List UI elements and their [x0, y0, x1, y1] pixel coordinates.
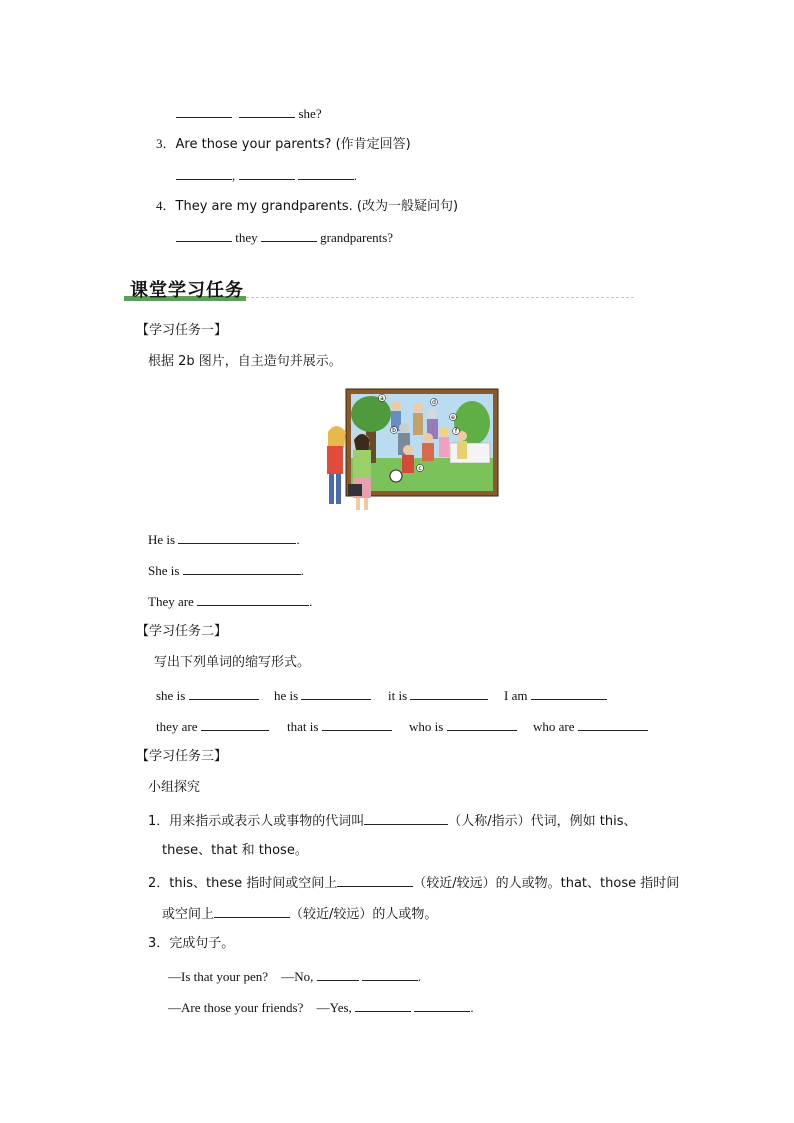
sentence-end: .: [309, 594, 313, 609]
task1-sentence-1: [148, 531, 300, 548]
task3-item-1-line2: these、that 和 those。: [162, 843, 308, 858]
answer-blank[interactable]: [447, 718, 517, 731]
picture-label-d: d: [432, 399, 436, 406]
item-text: （人称/指示）代词，例如 this、: [448, 814, 637, 829]
word-label: they are: [156, 719, 198, 734]
task3-item-2-line2: [162, 905, 437, 923]
answer-blank[interactable]: [261, 229, 317, 242]
answer-blank[interactable]: [197, 593, 309, 606]
answer-blank[interactable]: [317, 968, 359, 981]
word-item: [274, 687, 371, 704]
task1-instruction: 根据 2b 图片，自主造句并展示。: [148, 354, 342, 369]
dialog-end: .: [470, 1000, 474, 1015]
task1-heading: 【学习任务一】: [136, 323, 228, 338]
word-item: [287, 718, 392, 735]
answer-blank[interactable]: [531, 687, 607, 700]
answer-blank[interactable]: [414, 999, 470, 1012]
task1-sentence-3: [148, 593, 312, 610]
item-number: 2．: [148, 876, 170, 891]
item-text: （较近/较远）的人或物。: [290, 907, 438, 922]
word-item: [409, 718, 517, 735]
picture-label-a: a: [380, 395, 384, 402]
q2-answer-end: she?: [298, 106, 322, 121]
answer-blank[interactable]: [410, 687, 488, 700]
item-number: 1．: [148, 814, 170, 829]
word-item: [388, 687, 488, 704]
word-item: [533, 718, 648, 735]
sentence-start: He is: [148, 532, 176, 547]
word-label: who is: [409, 719, 444, 734]
task3-heading: 【学习任务三】: [136, 749, 228, 764]
word-label: I am: [504, 688, 528, 703]
item-text: 完成句子。: [169, 936, 235, 951]
answer-blank[interactable]: [298, 167, 354, 180]
q3-answer-end: .: [353, 168, 357, 183]
sentence-start: They are: [148, 594, 194, 609]
q4-text: They are my grandparents. (改为一般疑问句): [175, 199, 459, 214]
q4-answer-mid1: they: [235, 230, 258, 245]
answer-blank[interactable]: [201, 718, 269, 731]
answer-blank[interactable]: [239, 167, 295, 180]
item-text: 用来指示或表示人或事物的代词叫: [169, 814, 365, 829]
family-picture: [322, 388, 500, 512]
picture-label-f: f: [454, 428, 458, 435]
dialog-answer-start: —No,: [281, 969, 314, 984]
word-label: she is: [156, 688, 186, 703]
answer-blank[interactable]: [322, 718, 392, 731]
sentence-end: .: [296, 532, 300, 547]
answer-blank[interactable]: [189, 687, 259, 700]
task3-item-3: [148, 936, 234, 952]
answer-blank[interactable]: [301, 687, 371, 700]
picture-label-b: b: [392, 427, 396, 434]
sentence-end: .: [300, 563, 304, 578]
task2-heading: 【学习任务二】: [136, 624, 228, 639]
q3-text: Are those your parents? (作肯定回答): [175, 137, 411, 152]
q4-question: [156, 198, 458, 215]
picture-label-c: c: [418, 465, 422, 472]
dialog-1: [168, 968, 421, 985]
word-label: it is: [388, 688, 408, 703]
answer-blank[interactable]: [239, 105, 295, 118]
task1-sentence-2: [148, 562, 304, 579]
answer-blank[interactable]: [176, 229, 232, 242]
section-divider: [246, 297, 634, 298]
answer-blank[interactable]: [362, 968, 418, 981]
item-text: 或空间上: [162, 907, 215, 922]
answer-blank[interactable]: [578, 718, 648, 731]
dialog-question: —Are those your friends?: [168, 1000, 304, 1015]
q4-answer-line: [176, 229, 393, 246]
answer-blank[interactable]: [364, 812, 448, 825]
word-label: that is: [287, 719, 319, 734]
dialog-question: —Is that your pen?: [168, 969, 269, 984]
q4-number: 4．: [156, 198, 176, 213]
task3-item-1: [148, 812, 637, 830]
item-text: （较近/较远）的人或物。that、those 指时间: [413, 876, 680, 891]
word-item: [156, 718, 269, 735]
answer-blank[interactable]: [176, 105, 232, 118]
answer-blank[interactable]: [183, 562, 301, 575]
section-title: 课堂学习任务: [130, 280, 244, 301]
answer-blank[interactable]: [176, 167, 232, 180]
word-item: [156, 687, 259, 704]
picture-label-e: e: [451, 414, 455, 421]
answer-blank[interactable]: [178, 531, 296, 544]
answer-blank[interactable]: [214, 905, 290, 918]
item-number: 3．: [148, 936, 170, 951]
item-text: this、these 指时间或空间上: [169, 876, 338, 891]
word-label: who are: [533, 719, 575, 734]
answer-blank[interactable]: [355, 999, 411, 1012]
dialog-answer-start: —Yes,: [316, 1000, 352, 1015]
q2-answer-line: [176, 105, 322, 122]
task3-subheading: 小组探究: [148, 780, 201, 795]
sentence-start: She is: [148, 563, 180, 578]
task2-instruction: 写出下列单词的缩写形式。: [154, 655, 311, 670]
q4-answer-mid2: grandparents?: [320, 230, 394, 245]
task3-item-2: [148, 874, 679, 892]
dialog-end: .: [417, 969, 422, 984]
q3-question: [156, 136, 411, 153]
word-item: [504, 687, 607, 704]
answer-blank[interactable]: [337, 874, 413, 887]
q3-number: 3．: [156, 136, 176, 151]
q3-answer-line: , .: [176, 167, 357, 184]
dialog-2: [168, 999, 474, 1016]
word-label: he is: [274, 688, 299, 703]
